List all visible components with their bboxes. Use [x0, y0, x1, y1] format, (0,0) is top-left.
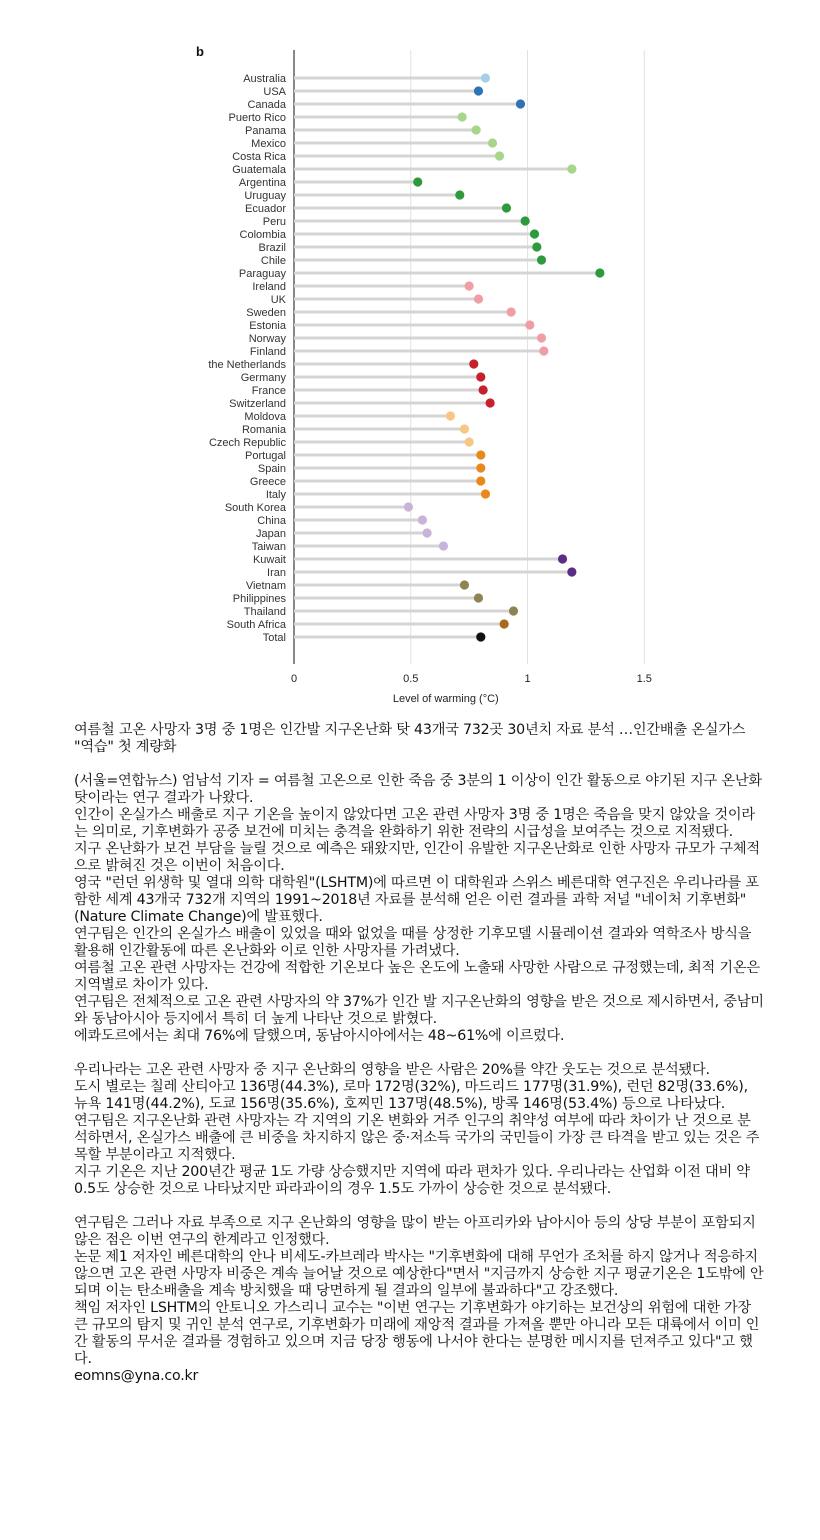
data-point [516, 99, 525, 108]
data-point [532, 242, 541, 251]
article-paragraph: 우리나라는 고온 관련 사망자 중 지구 온난화의 영향을 받은 사람은 20%를 약간 웃도는 것으로 분석됐다. [74, 1062, 710, 1078]
data-point [474, 294, 483, 303]
paragraph-gap [74, 1198, 764, 1215]
country-label: Vietnam [245, 580, 286, 592]
article-paragraph: 연구팀은 그러나 자료 부족으로 지구 온난화의 영향을 많이 받는 아프리카와 남아시아 등의 상당 부분이 포함되지 않은 점은 이번 연구의 한계라고 인정했다. [74, 1215, 756, 1248]
data-point [474, 86, 483, 95]
country-label: Japan [256, 528, 286, 540]
article-paragraph: 연구팀은 지구온난화 관련 사망자는 각 지역의 기온 변화와 거주 인구의 취약성 여부에 따라 차이가 난 것으로 분석하면서, 온실가스 배출에 큰 비중을 차지하지 않은 중·저소득 국가의 국민들이 가장 큰 타격을 받고 있는 것은 주목할 부분이라고 지적했다. [74, 1113, 760, 1163]
paragraph-gap [74, 1045, 764, 1062]
country-label: Italy [265, 489, 286, 501]
warming-chart [180, 40, 680, 720]
country-label: South Africa [226, 619, 286, 631]
paragraph-gap [74, 756, 764, 773]
country-label: Spain [257, 463, 286, 475]
country-label: the Netherlands [208, 359, 286, 371]
data-point [476, 632, 485, 641]
x-tick-label: 0.5 [403, 673, 419, 685]
data-point [500, 619, 509, 628]
data-point [476, 476, 485, 485]
country-label: Mexico [251, 138, 286, 150]
article-paragraph: 에콰도르에서는 최대 76%에 달했으며, 동남아시아에서는 48~61%에 이르렀다. [74, 1028, 565, 1044]
country-label: Canada [247, 99, 286, 111]
country-label: Finland [249, 346, 286, 358]
data-point [476, 450, 485, 459]
article-paragraph: 여름철 고온 관련 사망자는 건강에 적합한 기온보다 높은 온도에 노출돼 사망한 사람으로 규정했는데, 최적 기온은 지역별로 차이가 있다. [74, 960, 760, 993]
country-label: Brazil [258, 242, 286, 254]
x-tick-label: 1.5 [636, 673, 652, 685]
article-paragraph: 논문 제1 저자인 베른대학의 안나 비세도-카브레라 박사는 "기후변화에 대해 무언가 조처를 하지 않거나 적응하지 않으면 고온 관련 사망자 비중은 계속 늘어날 것으로 예상한다"면서 "지금까지 상승한 지구 평균기온은 1도밖에 안 되며 이는 탄소배출을 계속 방치했을 때 당면하게 될 결과의 일부에 불과하다"고 강조했다. [74, 1249, 764, 1299]
article-body [74, 722, 764, 1385]
country-label: Greece [249, 476, 286, 488]
data-point [460, 424, 469, 433]
data-point [486, 398, 495, 407]
data-point [488, 138, 497, 147]
country-label: Switzerland [229, 398, 286, 410]
country-label: Germany [240, 372, 286, 384]
country-label: Thailand [243, 606, 286, 618]
data-point [507, 307, 516, 316]
x-axis-title: Level of warming (°C) [392, 693, 499, 705]
country-label: Paraguay [238, 268, 286, 280]
article-paragraph: 지구 온난화가 보건 부담을 늘릴 것으로 예측은 돼왔지만, 인간이 유발한 지구온난화로 인한 사망자 규모가 구체적으로 밝혀진 것은 이번이 처음이다. [74, 841, 760, 874]
data-point [458, 112, 467, 121]
data-point [439, 541, 448, 550]
article-paragraph: 영국 "런던 위생학 및 열대 의학 대학원"(LSHTM)에 따르면 이 대학원과 스위스 베른대학 연구진은 우리나라를 포함한 세계 43개국 732개 지역의 1991~2018년 자료를 분석해 얻은 이런 결과를 과학 저널 "네이처 기후변화"(Nature Climate Change)에 발표했다. [74, 875, 759, 925]
country-label: Czech Republic [208, 437, 286, 449]
country-label: Peru [262, 216, 286, 228]
data-point [472, 125, 481, 134]
country-label: Sweden [246, 307, 286, 319]
country-label: USA [263, 86, 286, 98]
country-label: Colombia [239, 229, 286, 241]
country-label: Moldova [244, 411, 286, 423]
article-paragraph: 연구팀은 전체적으로 고온 관련 사망자의 약 37%가 인간 발 지구온난화의 영향을 받은 것으로 제시하면서, 중남미와 동남아시아 등지에서 특히 더 높게 나타난 것으로 밝혔다. [74, 994, 764, 1027]
data-point [530, 229, 539, 238]
country-label: Chile [260, 255, 286, 267]
country-label: Puerto Rico [228, 112, 286, 124]
country-label: Taiwan [251, 541, 286, 553]
data-point [474, 593, 483, 602]
country-label: Guatemala [232, 164, 286, 176]
article-paragraph: 도시 별로는 칠레 산티아고 136명(44.3%), 로마 172명(32%), 마드리드 177명(31.9%), 런던 82명(33.6%), 뉴욕 141명(44.2%), 도쿄 156명(35.6%), 호찌민 137명(48.5%), 방콕 146명(53.4%) 등으로 나타났다. [74, 1079, 748, 1112]
article-paragraph: eomns@yna.co.kr [74, 1368, 199, 1384]
country-label: Romania [241, 424, 286, 436]
country-label: Argentina [238, 177, 286, 189]
warming-chart-svg [180, 40, 680, 720]
country-label: Ecuador [245, 203, 286, 215]
country-label: Uruguay [244, 190, 286, 202]
article-paragraph: 인간이 온실가스 배출로 지구 기온을 높이지 않았다면 고온 관련 사망자 3명 중 1명은 죽음을 맞지 않았을 것이라는 의미로, 기후변화가 공중 보건에 미치는 충격을 완화하기 위한 전략의 시급성을 보여주는 것으로 지적됐다. [74, 807, 755, 840]
data-point [567, 567, 576, 576]
data-point [476, 372, 485, 381]
data-point [479, 385, 488, 394]
country-label: Panama [245, 125, 286, 137]
data-point [446, 411, 455, 420]
data-point [521, 216, 530, 225]
country-label: Norway [248, 333, 286, 345]
country-label: Australia [243, 73, 286, 85]
x-tick-label: 1 [524, 673, 531, 685]
article-headline: 여름철 고온 사망자 3명 중 1명은 인간발 지구온난화 탓 43개국 732곳 30년치 자료 분석 …인간배출 온실가스 "역습" 첫 계량화 [74, 722, 746, 755]
panel-label: b [196, 44, 204, 59]
data-point [422, 528, 431, 537]
data-point [539, 346, 548, 355]
country-label: South Korea [224, 502, 286, 514]
country-label: Estonia [249, 320, 286, 332]
data-point [481, 73, 490, 82]
country-label: UK [270, 294, 286, 306]
data-point [460, 580, 469, 589]
data-point [537, 255, 546, 264]
data-point [537, 333, 546, 342]
country-label: Total [262, 632, 286, 644]
data-point [509, 606, 518, 615]
data-point [567, 164, 576, 173]
x-tick-label: 0 [290, 673, 298, 685]
data-point [413, 177, 422, 186]
country-label: France [251, 385, 286, 397]
data-point [558, 554, 567, 563]
article-paragraph: (서울=연합뉴스) 엄남석 기자 = 여름철 고온으로 인한 죽음 중 3분의 1 이상이 인간 활동으로 야기된 지구 온난화 탓이라는 연구 결과가 나왔다. [74, 773, 762, 806]
data-point [476, 463, 485, 472]
data-point [465, 437, 474, 446]
data-point [418, 515, 427, 524]
article-paragraph: 지구 기온은 지난 200년간 평균 1도 가량 상승했지만 지역에 따라 편차가 있다. 우리나라는 산업화 이전 대비 약 0.5도 상승한 것으로 나타났지만 파라과이의 경우 1.5도 가까이 상승한 것으로 분석됐다. [74, 1164, 750, 1197]
country-label: Philippines [232, 593, 286, 605]
country-label: Kuwait [252, 554, 286, 566]
country-label: Iran [267, 567, 286, 579]
data-point [495, 151, 504, 160]
data-point [455, 190, 464, 199]
data-point [469, 359, 478, 368]
data-point [502, 203, 511, 212]
data-point [525, 320, 534, 329]
data-point [465, 281, 474, 290]
data-point [595, 268, 604, 277]
country-label: China [257, 515, 286, 527]
data-point [404, 502, 413, 511]
country-label: Portugal [245, 450, 286, 462]
article-paragraph: 연구팀은 인간의 온실가스 배출이 있었을 때와 없었을 때를 상정한 기후모델 시뮬레이션 결과와 역학조사 방식을 활용해 인간활동에 따른 온난화와 이로 인한 사망자를 가려냈다. [74, 926, 752, 959]
country-label: Ireland [252, 281, 286, 293]
data-point [481, 489, 490, 498]
article-paragraph: 책임 저자인 LSHTM의 안토니오 가스리니 교수는 "이번 연구는 기후변화가 야기하는 보건상의 위험에 대한 가장 큰 규모의 탐지 및 귀인 분석 연구로, 기후변화가 미래에 재앙적 결과를 가져올 뿐만 아니라 모든 대륙에서 이미 인간 활동의 무서운 결과를 경험하고 있으며 지금 당장 행동에 나서야 한다는 분명한 메시지를 던져주고 있다"고 했다. [74, 1300, 760, 1367]
country-label: Costa Rica [232, 151, 286, 163]
